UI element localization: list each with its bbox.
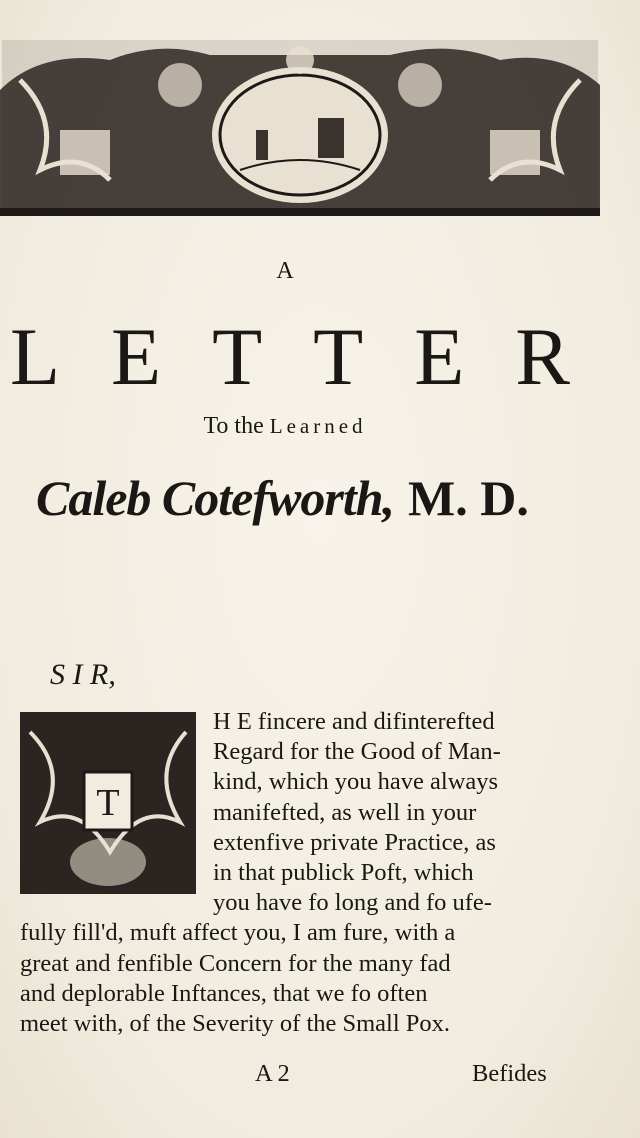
dedication-to: To the	[203, 413, 264, 439]
title-letter: T	[212, 311, 263, 402]
page-title	[10, 312, 570, 402]
body-line: kind, which you have always	[213, 768, 499, 796]
title-letter: L	[10, 311, 61, 402]
body-line: in that publick Poft, which	[213, 859, 474, 887]
salutation: S I R,	[50, 658, 116, 691]
body-line: great and fenfible Concern for the many fad	[20, 949, 451, 977]
title-letter: E	[414, 311, 465, 402]
recipient-name	[36, 470, 576, 526]
body-line: fully fill'd, muft affect you, I am fure, with a	[20, 919, 456, 947]
body-line: manifefted, as well in your	[213, 798, 477, 826]
dedication-learned: Learned	[269, 414, 367, 438]
recipient-name-italic: Caleb Cotefworth,	[36, 470, 395, 526]
catchword: Befides	[472, 1060, 547, 1087]
signature-mark: A 2	[255, 1060, 290, 1087]
title-letter: E	[111, 311, 162, 402]
body-line: Regard for the Good of Man-	[213, 738, 501, 766]
dedication-line	[0, 413, 570, 440]
drop-cap-letter: T	[96, 782, 120, 824]
title-letter: T	[313, 311, 364, 402]
title-letter: R	[515, 311, 570, 402]
ornamental-headpiece-icon	[0, 30, 600, 220]
body-line: meet with, of the Severity of the Small Pox.	[20, 1010, 451, 1038]
body-line: you have fo long and fo ufe-	[213, 889, 492, 917]
title-article: A	[276, 258, 294, 284]
recipient-degree: M. D.	[408, 470, 529, 526]
letter-body	[20, 707, 560, 1039]
body-line: and deplorable Inftances, that we fo often	[20, 979, 428, 1007]
body-line: extenfive private Practice, as	[213, 828, 496, 856]
body-line: H E fincere and difinterefted	[213, 708, 495, 735]
